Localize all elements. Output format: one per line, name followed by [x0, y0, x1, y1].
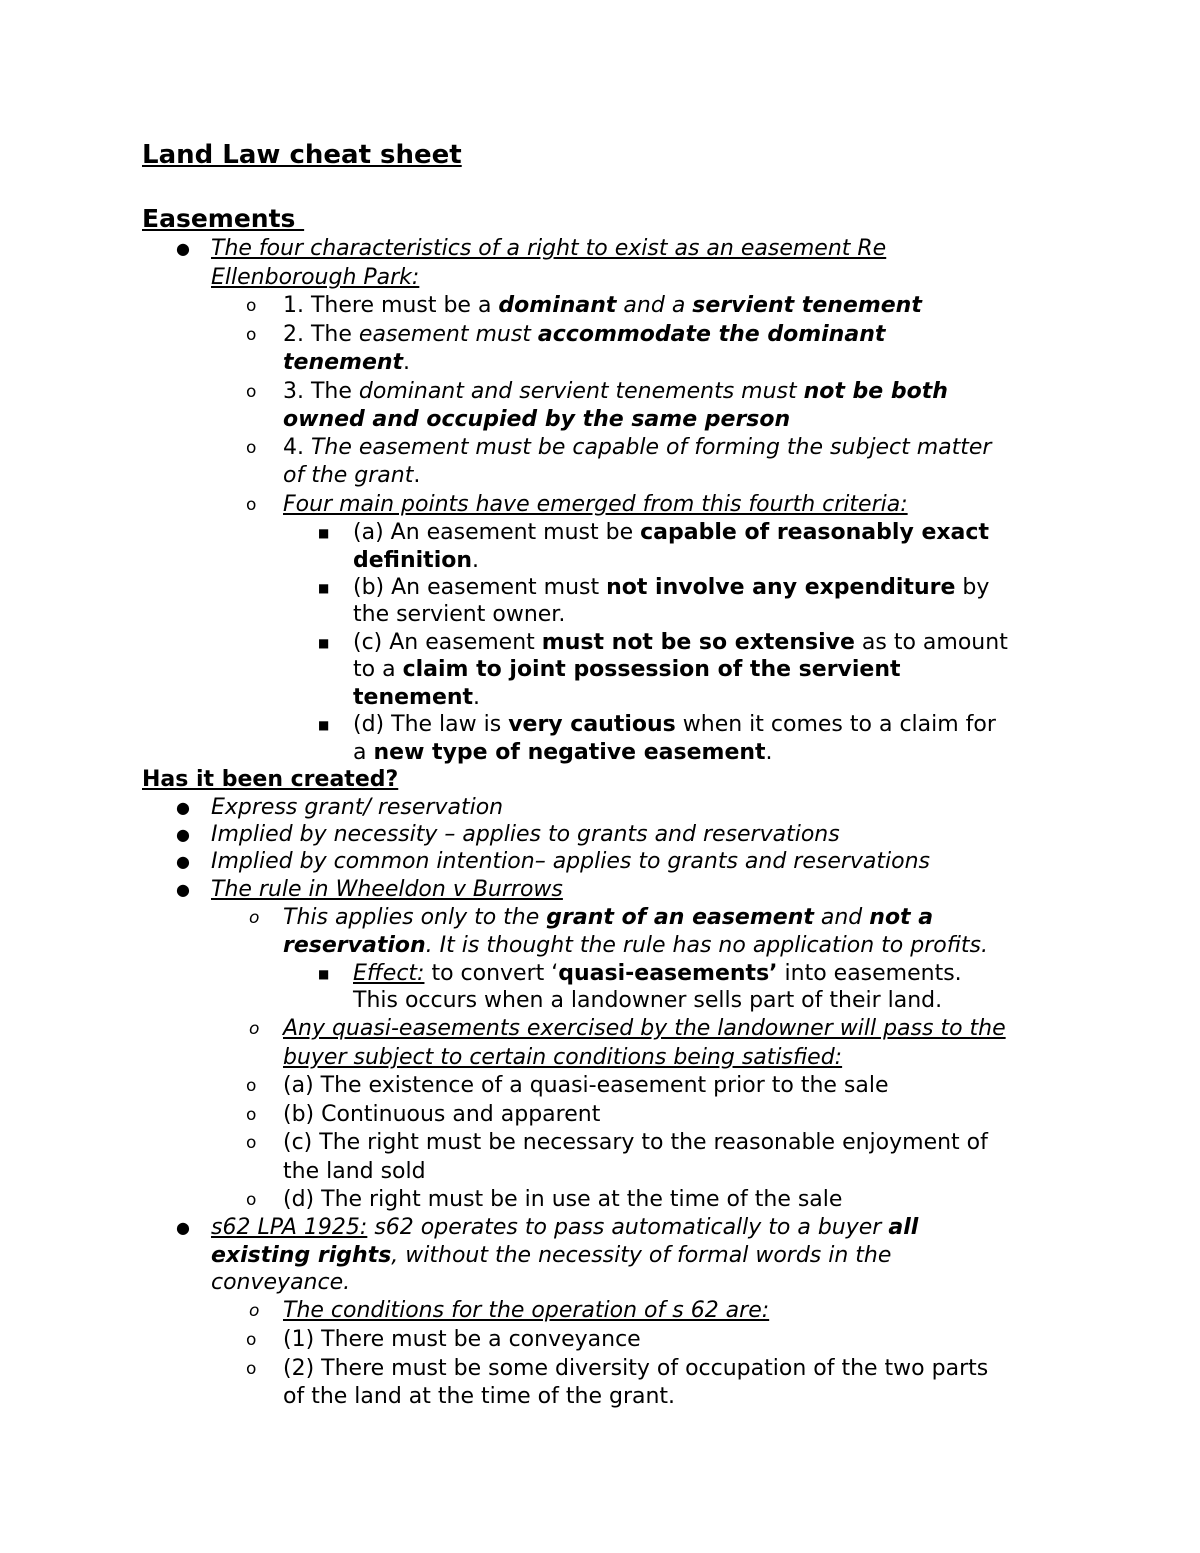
bullet-icon: ● [176, 852, 190, 871]
effect-note-cont: This occurs when a landowner sells part of their land. [353, 988, 943, 1013]
sub-heading-four-points: Four main points have emerged from this fourth criteria: [283, 492, 908, 517]
circle-bullet-icon: o [246, 1105, 257, 1125]
criterion-item-cont: owned and occupied by the same person [283, 407, 791, 432]
circle-bullet-icon: o [246, 1133, 257, 1153]
condition-item: (c) The right must be necessary to the reasonable enjoyment of [283, 1130, 988, 1155]
condition-item: (d) The right must be in use at the time of the sale [283, 1187, 843, 1212]
square-bullet-icon: ■ [318, 636, 330, 650]
circle-bullet-icon: o [246, 1076, 257, 1096]
point-item-cont: tenement. [353, 685, 481, 710]
condition-item: (b) Continuous and apparent [283, 1102, 601, 1127]
section-heading-easements: Easements [142, 204, 305, 233]
circle-bullet-icon: o [249, 908, 260, 928]
circle-bullet-icon: o [246, 1330, 257, 1350]
criterion-item-cont: of the grant. [283, 463, 421, 488]
point-item-cont: a new type of negative easement. [353, 740, 773, 765]
circle-bullet-icon: o [246, 495, 257, 515]
square-bullet-icon: ■ [318, 581, 330, 595]
s62-item: s62 LPA 1925: s62 operates to pass automatically to a buyer all [211, 1215, 919, 1240]
s62-condition-item: (2) There must be some diversity of occupation of the two parts [283, 1356, 989, 1381]
s62-item-cont: conveyance. [211, 1270, 351, 1295]
intro-line: Ellenborough Park: [211, 265, 420, 290]
circle-bullet-icon: o [246, 438, 257, 458]
circle-bullet-icon: o [246, 382, 257, 402]
creation-method: The rule in Wheeldon v Burrows [211, 877, 563, 902]
point-item: (d) The law is very cautious when it comes to a claim for [353, 712, 996, 737]
quasi-easement-note: Any quasi-easements exercised by the landowner will pass to the [283, 1016, 1006, 1041]
effect-note: Effect: to convert ‘quasi-easements’ into easements. [353, 961, 962, 986]
square-bullet-icon: ■ [318, 967, 330, 981]
circle-bullet-icon: o [246, 1359, 257, 1379]
point-item: (b) An easement must not involve any expenditure by [353, 575, 990, 600]
creation-method: Implied by necessity – applies to grants and reservations [211, 822, 840, 847]
point-item: (c) An easement must not be so extensive as to amount [353, 630, 1008, 655]
bullet-icon: ● [176, 825, 190, 844]
circle-bullet-icon: o [249, 1301, 260, 1321]
section-heading-created: Has it been created? [142, 767, 399, 792]
intro-line: The four characteristics of a right to exist as an easement Re [211, 236, 887, 261]
creation-method: Implied by common intention– applies to grants and reservations [211, 849, 931, 874]
s62-condition-item-cont: of the land at the time of the grant. [283, 1384, 676, 1409]
point-item-cont: to a claim to joint possession of the servient [353, 657, 901, 682]
criterion-item: 4. The easement must be capable of forming the subject matter [283, 435, 992, 460]
point-item-cont: the servient owner. [353, 602, 566, 627]
bullet-icon: ● [176, 880, 190, 899]
document-title: Land Law cheat sheet [142, 140, 462, 170]
criterion-item: 2. The easement must accommodate the dominant [283, 322, 886, 347]
bullet-icon: ● [176, 1218, 190, 1237]
condition-item: (a) The existence of a quasi-easement prior to the sale [283, 1073, 889, 1098]
circle-bullet-icon: o [246, 1190, 257, 1210]
condition-item-cont: the land sold [283, 1159, 426, 1184]
s62-conditions-heading: The conditions for the operation of s 62 are: [283, 1298, 770, 1323]
circle-bullet-icon: o [246, 325, 257, 345]
criterion-item-cont: tenement. [283, 350, 411, 375]
wheeldon-note-cont: reservation. It is thought the rule has no application to profits. [283, 933, 989, 958]
s62-item-cont: existing rights, without the necessity of formal words in the [211, 1243, 892, 1268]
criterion-item: 3. The dominant and servient tenements must not be both [283, 379, 948, 404]
circle-bullet-icon: o [246, 296, 257, 316]
square-bullet-icon: ■ [318, 718, 330, 732]
wheeldon-note: This applies only to the grant of an easement and not a [283, 905, 934, 930]
s62-condition-item: (1) There must be a conveyance [283, 1327, 641, 1352]
bullet-icon: ● [176, 798, 190, 817]
quasi-easement-note-cont: buyer subject to certain conditions being satisfied: [283, 1045, 843, 1070]
creation-method: Express grant/ reservation [211, 795, 504, 820]
point-item: (a) An easement must be capable of reasonably exact [353, 520, 989, 545]
circle-bullet-icon: o [249, 1019, 260, 1039]
criterion-item: 1. There must be a dominant and a servient tenement [283, 293, 922, 318]
bullet-icon: ● [176, 239, 190, 258]
square-bullet-icon: ■ [318, 526, 330, 540]
point-item-cont: definition. [353, 548, 480, 573]
